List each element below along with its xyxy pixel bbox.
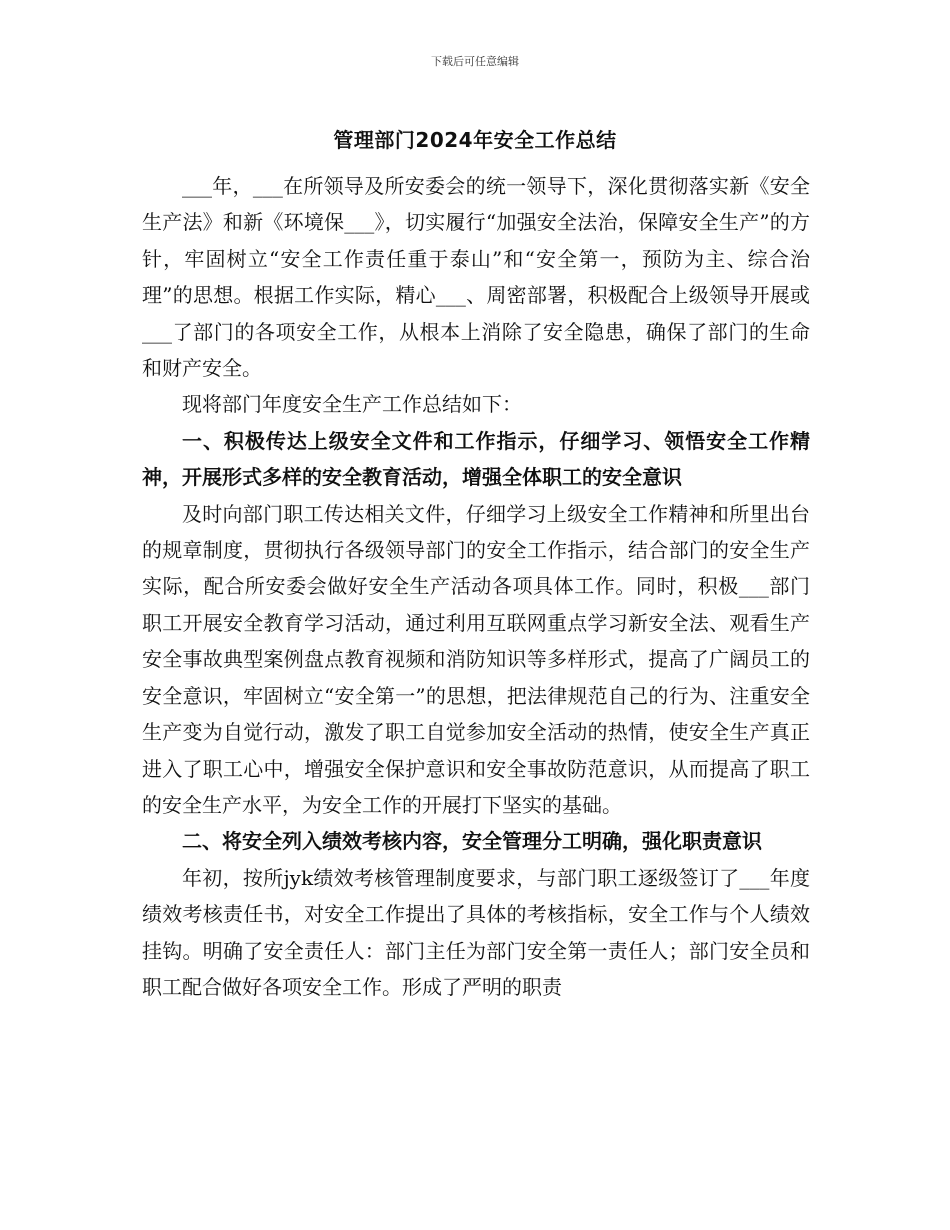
section-heading-1: 一、积极传达上级安全文件和工作指示，仔细学习、领悟安全工作精神，开展形式多样的安全教育活动，增强全体职工的安全意识 [142, 428, 810, 490]
document-title: 管理部门2024年安全工作总结 [333, 128, 617, 152]
document-body [142, 168, 810, 1005]
section-heading-2: 二、将安全列入绩效考核内容，安全管理分工明确，强化职责意识 [182, 829, 762, 854]
paragraph-section-1: 及时向部门职工传达相关文件，仔细学习上级安全工作精神和所里出台的规章制度，贯彻执行各级领导部门的安全工作指示，结合部门的安全生产实际，配合所安委会做好安全生产活动各项具体工作。同时，积极___部门职工开展安全教育学习活动，通过利用互联网重点学习新安全法、观看生产安全事故典型案例盘点教育视频和消防知识等多样形式，提高了广阔员工的安全意识，牢固树立“安全第一”的思想，把法律规范自己的行为、注重安全生产变为自觉行动，激发了职工自觉参加安全活动的热情，使安全生产真正进入了职工心中，增强安全保护意识和安全事故防范意识，从而提高了职工的安全生产水平，为安全工作的开展打下坚实的基础。 [142, 501, 810, 817]
paragraph-summary-lead: 现将部门年度安全生产工作总结如下： [182, 392, 522, 417]
header-note: 下载后可任意编辑 [431, 55, 519, 68]
paragraph-section-2: 年初，按所jyk绩效考核管理制度要求，与部门职工逐级签订了___年度绩效考核责任书，对安全工作提出了具体的考核指标，安全工作与个人绩效挂钩。明确了安全责任人：部门主任为部门安全第一责任人；部门安全员和职工配合做好各项安全工作。形成了严明的职责 [142, 865, 810, 999]
paragraph-intro: ___年，___在所领导及所安委会的统一领导下，深化贯彻落实新《安全生产法》和新《环境保___》，切实履行“加强安全法治，保障安全生产”的方针，牢固树立“安全工作责任重于泰山”和“安全第一，预防为主、综合治理”的思想。根据工作实际，精心___、周密部署，积极配合上级领导开展或___了部门的各项安全工作，从根本上消除了安全隐患，确保了部门的生命和财产安全。 [142, 174, 810, 381]
